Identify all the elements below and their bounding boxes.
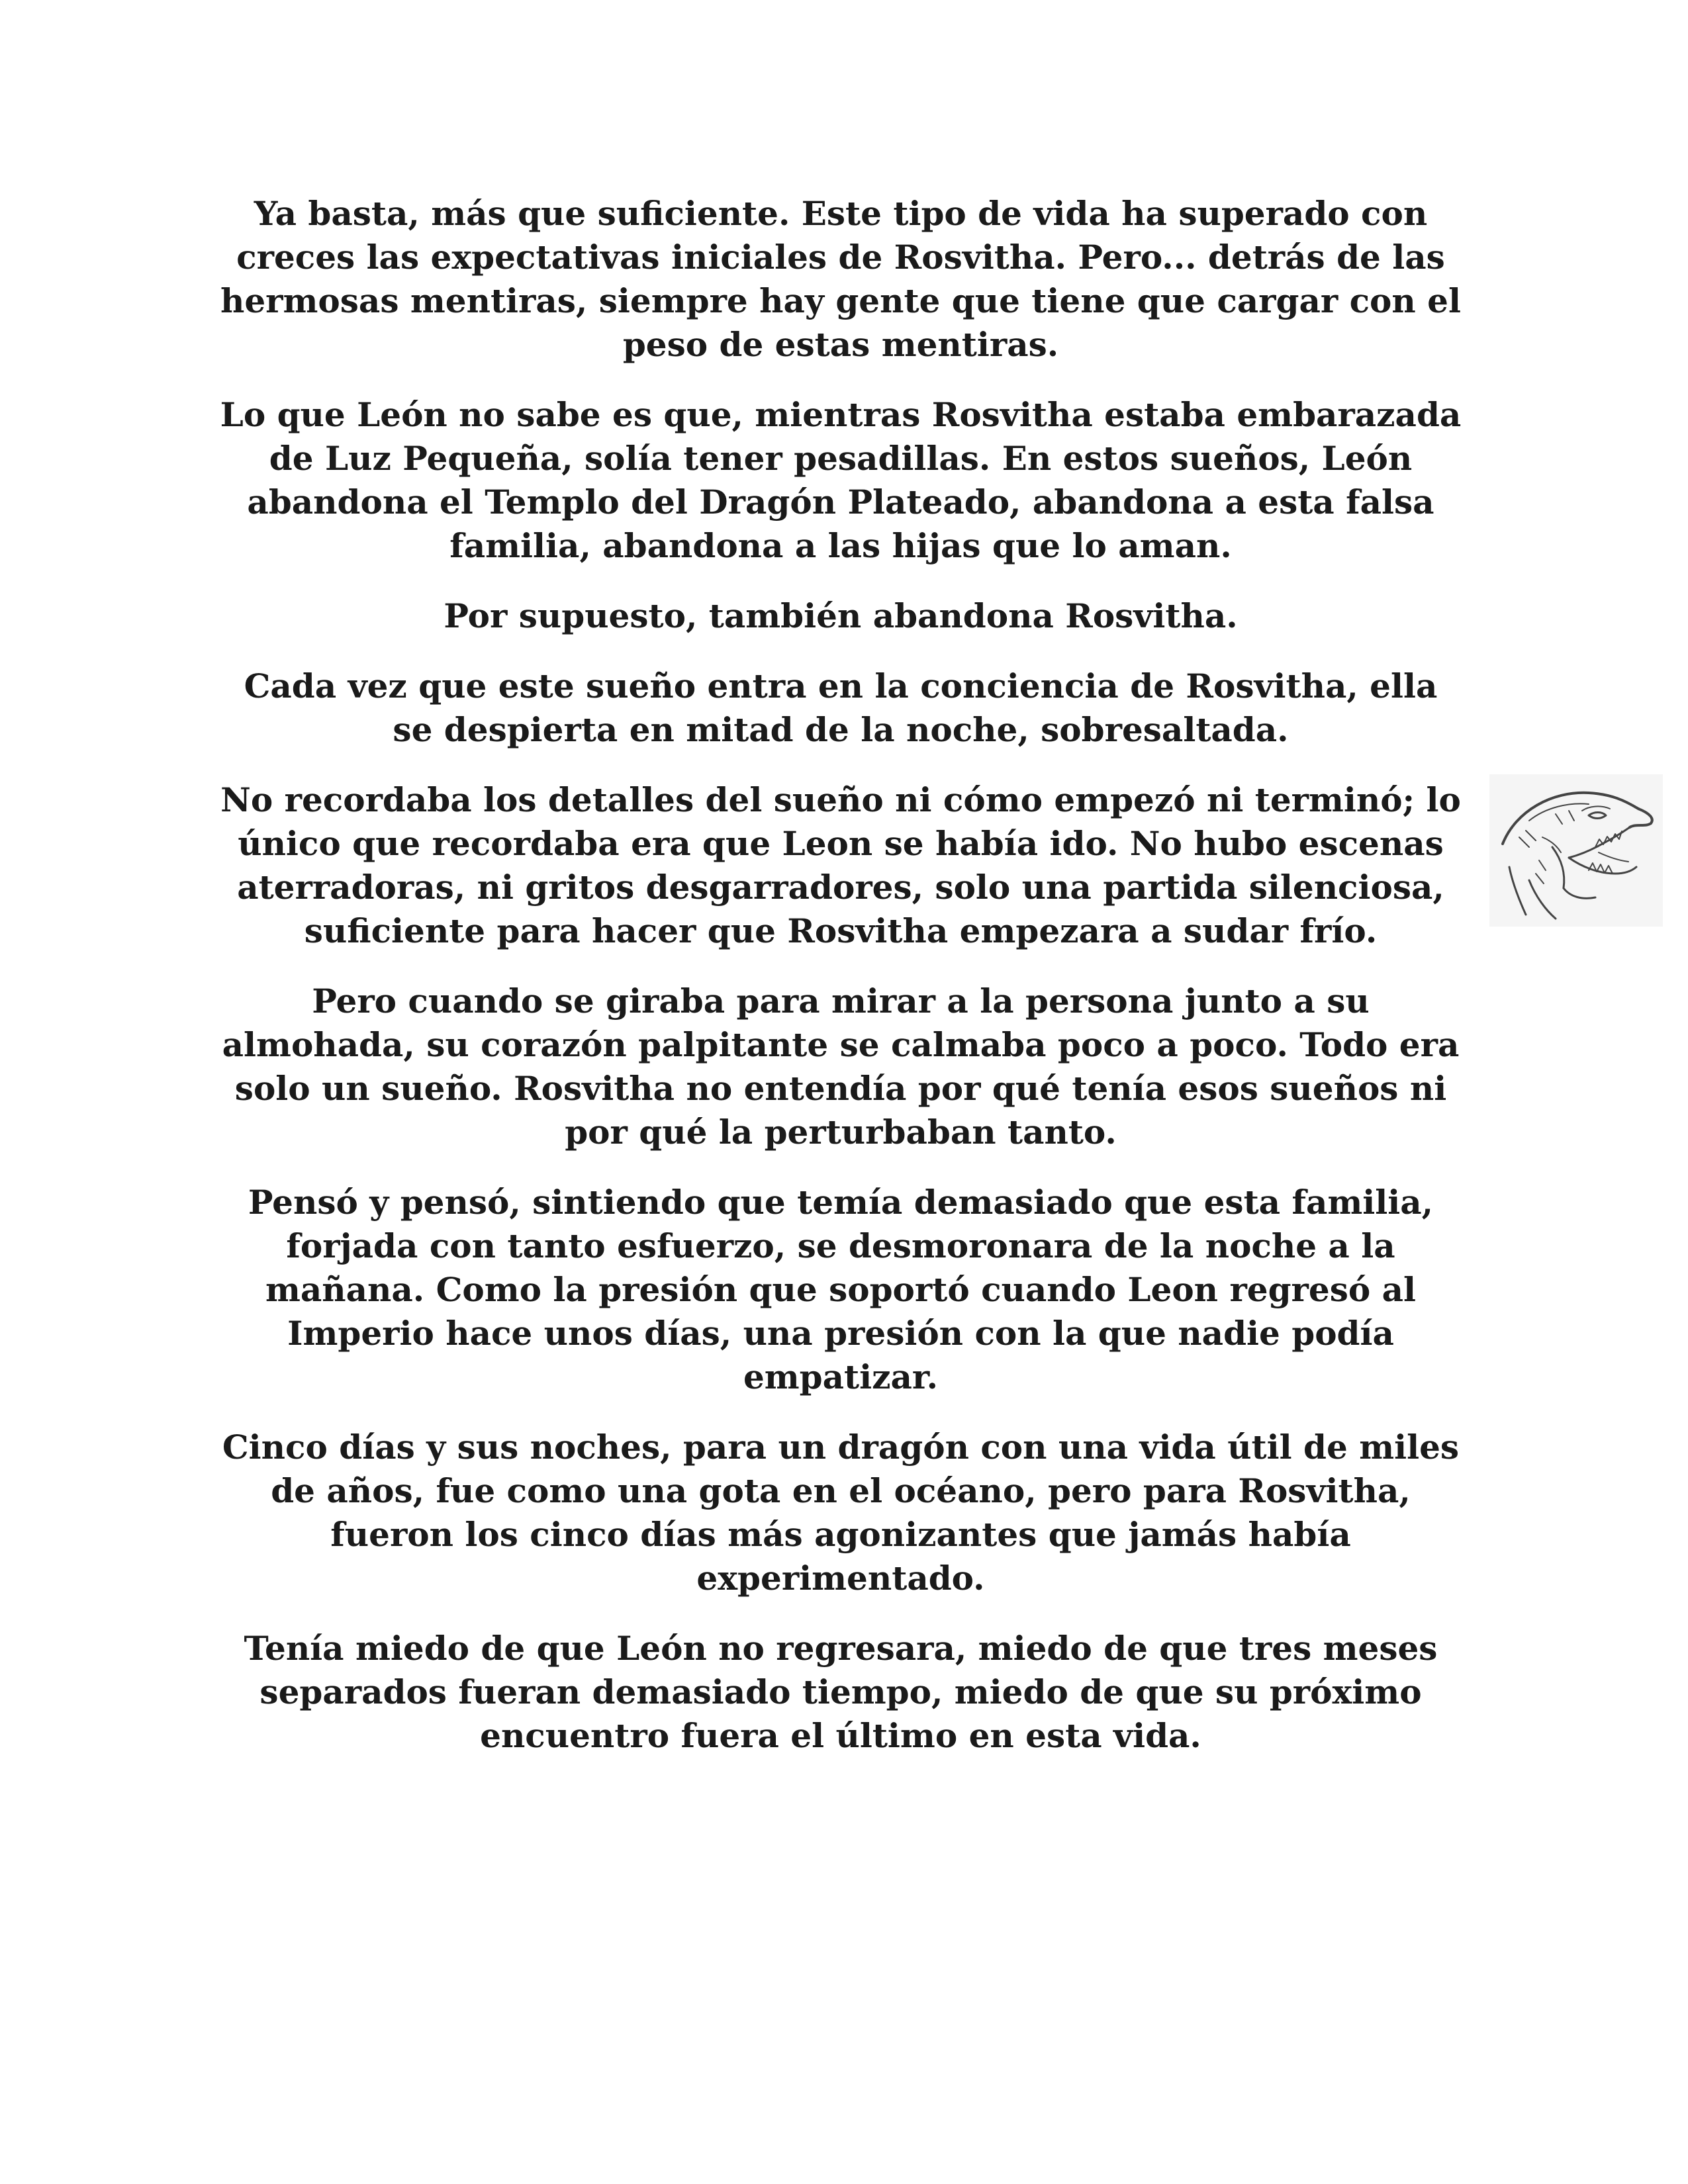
paragraph-5: No recordaba los detalles del sueño ni cómo empezó ni terminó; lo único que recordaba era que Leon se había ido. No hubo escenas aterradoras, ni gritos desgarradores, solo una partida silenciosa, suficiente para hacer que Rosvitha empezara a sudar frío.: [220, 780, 1461, 950]
paragraph-4: Cada vez que este sueño entra en la conciencia de Rosvitha, ella se despierta en mitad de la noche, sobresaltada.: [244, 666, 1438, 749]
paragraph-8: Cinco días y sus noches, para un dragón con una vida útil de miles de años, fue como una gota en el océano, pero para Rosvitha, fueron los cinco días más agonizantes que jamás había experimentado.: [222, 1428, 1460, 1598]
body-text: [218, 192, 1463, 1784]
paragraph-6: Pero cuando se giraba para mirar a la persona junto a su almohada, su corazón palpitante se calmaba poco a poco. Todo era solo un sueño. Rosvitha no entendía por qué tenía esos sueños ni por qué la perturbaban tanto.: [222, 981, 1460, 1152]
paragraph-7: Pensó y pensó, sintiendo que temía demasiado que esta familia, forjada con tanto esfuerzo, se desmoronara de la noche a la mañana. Como la presión que soportó cuando Leon regresó al Imperio hace unos días, una presión con la que nadie podía empatizar.: [248, 1183, 1434, 1396]
dragon-head-sketch-icon: [1489, 774, 1663, 927]
paragraph-9: Tenía miedo de que León no regresara, miedo de que tres meses separados fueran demasiado tiempo, miedo de que su próximo encuentro fuera el último en esta vida.: [244, 1629, 1438, 1755]
paragraph-2: Lo que León no sabe es que, mientras Rosvitha estaba embarazada de Luz Pequeña, solía tener pesadillas. En estos sueños, León abandona el Templo del Dragón Plateado, abandona a esta falsa familia, abandona a las hijas que lo aman.: [220, 395, 1462, 565]
paragraph-1: Ya basta, más que suficiente. Este tipo de vida ha superado con creces las expectativas iniciales de Rosvitha. Pero... detrás de las hermosas mentiras, siempre hay gente que tiene que cargar con el peso de estas mentiras.: [220, 194, 1461, 364]
paragraph-3: Por supuesto, también abandona Rosvitha.: [444, 596, 1238, 635]
